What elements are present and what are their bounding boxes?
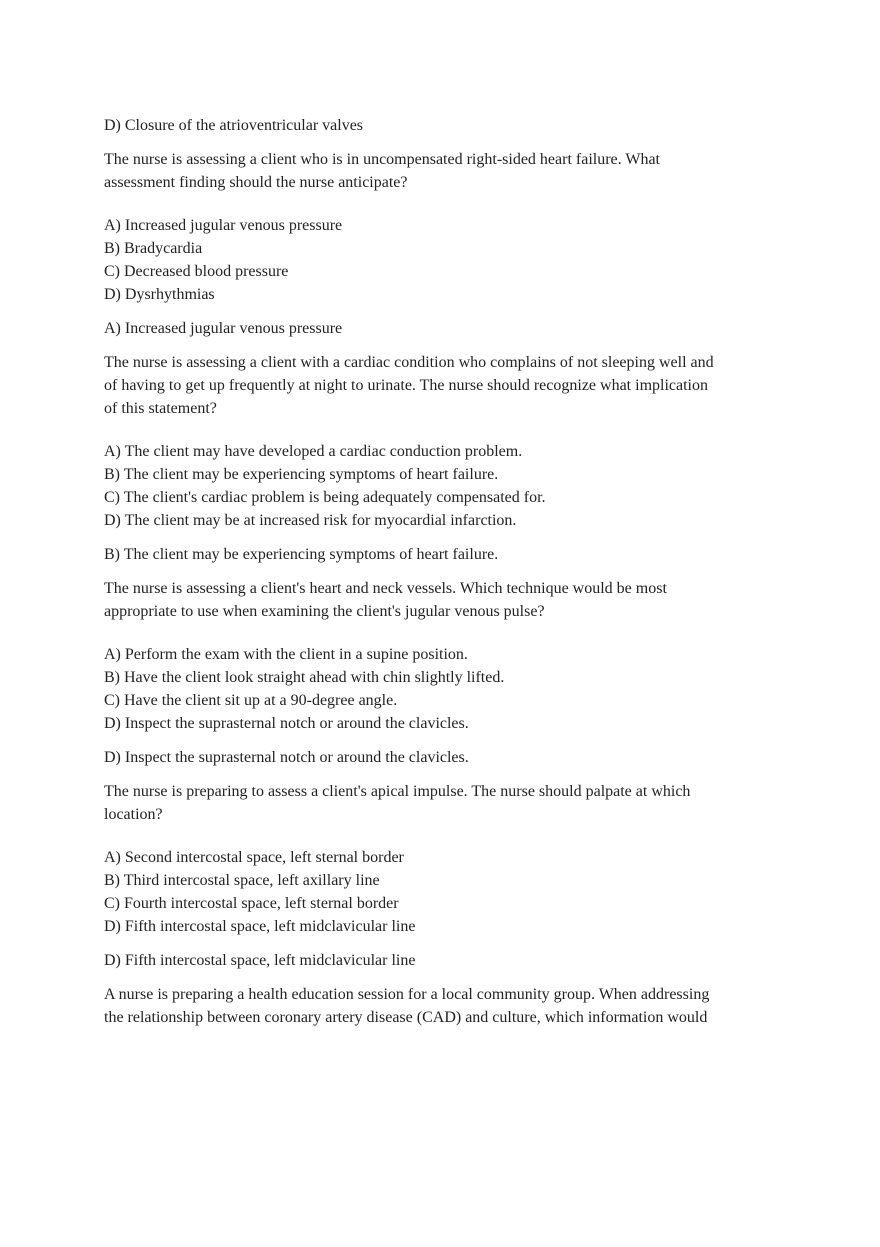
question-text-line: of this statement? <box>104 400 217 417</box>
answer-text: A) Increased jugular venous pressure <box>104 320 343 337</box>
option-item: D) Fifth intercostal space, left midclavicular line <box>104 918 416 935</box>
question-text-line: the relationship between coronary artery disease (CAD) and culture, which information would <box>104 1009 708 1026</box>
question-text-line: of having to get up frequently at night to urinate. The nurse should recognize what implication <box>104 377 708 394</box>
option-item: A) The client may have developed a cardiac conduction problem. <box>104 443 523 460</box>
option-item: C) Fourth intercostal space, left sternal border <box>104 895 399 912</box>
options-list <box>104 643 774 735</box>
question-text-line: The nurse is preparing to assess a client's apical impulse. The nurse should palpate at which <box>104 783 691 800</box>
question-block <box>104 780 774 826</box>
option-item: D) Dysrhythmias <box>104 286 215 303</box>
options-list <box>104 214 774 306</box>
option-item: C) The client's cardiac problem is being adequately compensated for. <box>104 489 546 506</box>
options-list <box>104 440 774 532</box>
option-item: C) Decreased blood pressure <box>104 263 289 280</box>
document-content <box>104 103 774 1049</box>
question-text-line: location? <box>104 806 163 823</box>
answer-text: B) The client may be experiencing symptoms of heart failure. <box>104 546 499 563</box>
question-block <box>104 351 774 420</box>
question-text-line: The nurse is assessing a client with a cardiac condition who complains of not sleeping well and <box>104 354 714 371</box>
question-text-line: appropriate to use when examining the client's jugular venous pulse? <box>104 603 545 620</box>
question-text-line: The nurse is assessing a client's heart and neck vessels. Which technique would be most <box>104 580 667 597</box>
question-text-line: A nurse is preparing a health education session for a local community group. When addressing <box>104 986 710 1003</box>
option-item: B) Have the client look straight ahead with chin slightly lifted. <box>104 669 505 686</box>
answer-text: D) Fifth intercostal space, left midclavicular line <box>104 952 416 969</box>
option-item: D) Inspect the suprasternal notch or around the clavicles. <box>104 715 469 732</box>
answer-line <box>104 114 774 137</box>
answer-line <box>104 949 774 972</box>
answer-line <box>104 746 774 769</box>
option-item: D) The client may be at increased risk for myocardial infarction. <box>104 512 517 529</box>
option-item: B) The client may be experiencing symptoms of heart failure. <box>104 466 499 483</box>
option-item: B) Bradycardia <box>104 240 203 257</box>
answer-text: D) Inspect the suprasternal notch or around the clavicles. <box>104 749 469 766</box>
answer-line <box>104 543 774 566</box>
question-block <box>104 577 774 623</box>
question-block <box>104 148 774 194</box>
options-list <box>104 846 774 938</box>
option-item: A) Second intercostal space, left sternal border <box>104 849 404 866</box>
answer-text: D) Closure of the atrioventricular valves <box>104 117 364 134</box>
question-text-line: The nurse is assessing a client who is in uncompensated right-sided heart failure. What <box>104 151 660 168</box>
option-item: A) Perform the exam with the client in a supine position. <box>104 646 468 663</box>
answer-line <box>104 317 774 340</box>
question-text-line: assessment finding should the nurse anticipate? <box>104 174 408 191</box>
option-item: A) Increased jugular venous pressure <box>104 217 343 234</box>
option-item: C) Have the client sit up at a 90-degree angle. <box>104 692 398 709</box>
question-block <box>104 983 774 1029</box>
option-item: B) Third intercostal space, left axillary line <box>104 872 380 889</box>
